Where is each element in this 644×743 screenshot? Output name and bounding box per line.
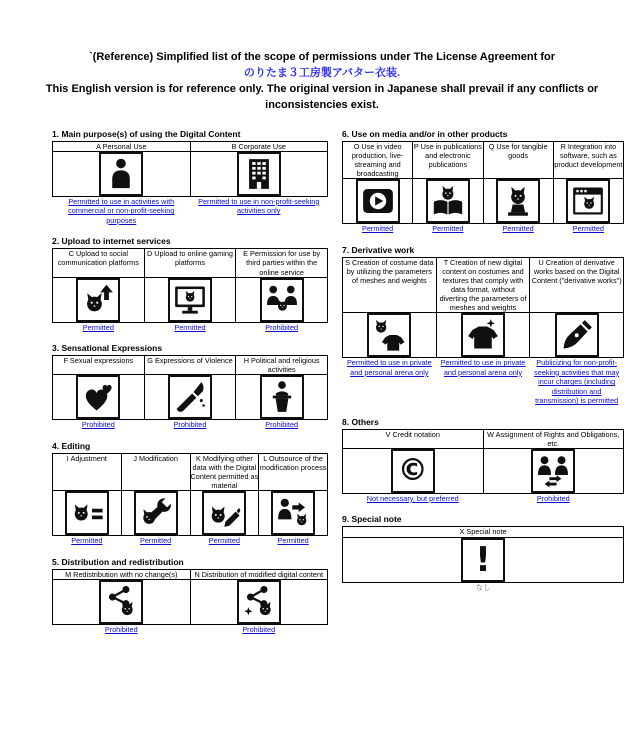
- status-text: Permitted to use in non-profit-seeking activities only: [198, 196, 320, 216]
- icon-cell: [144, 375, 236, 420]
- icon-cell: [413, 179, 483, 224]
- permission-table: [52, 569, 328, 635]
- cell-header: H Political and religious activities: [236, 356, 328, 375]
- costume-texture-icon: [461, 313, 505, 357]
- icon-cell: [343, 313, 437, 358]
- status-text: Prohibited: [104, 624, 138, 634]
- icon-cell: [190, 491, 259, 536]
- permission-table: [52, 141, 328, 226]
- modification-wrench-icon: [134, 491, 178, 535]
- icon-cell: [144, 277, 236, 322]
- status-text: Prohibited: [81, 420, 115, 430]
- icon-cell: [259, 491, 328, 536]
- icon-cell: [53, 375, 145, 420]
- status-text: なし: [475, 582, 491, 592]
- section-heading: 1. Main purpose(s) of using the Digital Content: [52, 128, 241, 139]
- title-line-3: This English version is for reference only. The original version in Japanese shall prevail if any conflicts or inconsistencies exist.: [45, 82, 599, 111]
- status-text: Prohibited: [173, 420, 207, 430]
- cell-header: R Integration into software, such as product development: [553, 141, 623, 178]
- section-heading: 8. Others: [342, 416, 379, 427]
- status-text: Prohibited: [536, 493, 570, 503]
- permission-table: [342, 526, 624, 592]
- title-line-2-japanese: のりたま３工房製アバター衣装.: [243, 66, 401, 79]
- status-text: Permitted to use in activities with commercial or non-profit-seeking purposes: [68, 196, 175, 225]
- cell-header: C Upload to social communication platforms: [53, 249, 145, 277]
- left-column: [52, 126, 328, 643]
- video-play-icon: [356, 179, 400, 223]
- permission-table: [342, 257, 624, 406]
- section-8: [342, 414, 624, 504]
- status-text: Permitted: [208, 536, 240, 546]
- adjustment-icon: [65, 491, 109, 535]
- outsource-icon: [271, 491, 315, 535]
- material-edit-icon: [202, 491, 246, 535]
- section-7: [342, 242, 624, 406]
- cell-header: B Corporate Use: [190, 141, 328, 151]
- knife-icon: [168, 375, 212, 419]
- status-text: Prohibited: [265, 420, 299, 430]
- person-icon: [99, 152, 143, 196]
- cell-header: I Adjustment: [53, 453, 122, 490]
- gaming-upload-icon: [168, 278, 212, 322]
- cell-header: E Permission for use by third parties within the online service: [236, 249, 328, 277]
- section-6: [342, 126, 624, 234]
- publication-book-icon: [426, 179, 470, 223]
- icon-cell: [53, 579, 191, 624]
- icon-cell: [436, 313, 530, 358]
- status-text: Permitted to use in private and personal arena only: [440, 358, 526, 377]
- corporate-building-icon: [237, 152, 281, 196]
- status-text: Not necessary, but preferred: [366, 493, 459, 503]
- status-text: Permitted: [82, 322, 114, 332]
- copyright-icon: ©: [391, 449, 435, 493]
- content-columns: [52, 126, 626, 643]
- right-column: [342, 126, 624, 600]
- rights-assignment-icon: [531, 449, 575, 493]
- modified-distribution-icon: [237, 580, 281, 624]
- third-party-use-icon: [260, 278, 304, 322]
- section-5: [52, 554, 328, 635]
- status-text: Prohibited: [265, 322, 299, 332]
- cell-header: U Creation of derivative works based on the Digital Content ("derivative works"): [530, 257, 624, 313]
- cell-header: P Use in publications and electronic publications: [413, 141, 483, 178]
- cell-header: T Creation of new digital content on costumes and textures that comply with data format, without diverting the parameters of meshes and weights: [436, 257, 530, 313]
- permission-table: [52, 248, 328, 332]
- section-heading: 2. Upload to internet services: [52, 236, 171, 247]
- icon-cell: [343, 537, 624, 582]
- costume-data-icon: [367, 313, 411, 357]
- cell-header: N Distribution of modified digital content: [190, 569, 328, 579]
- status-text: Prohibited: [242, 624, 276, 634]
- cell-header: G Expressions of Violence: [144, 356, 236, 375]
- icon-cell: [343, 179, 413, 224]
- permission-table: [52, 355, 328, 430]
- section-heading: 7. Derivative work: [342, 244, 415, 255]
- section-heading: 4. Editing: [52, 440, 91, 451]
- icon-cell: [236, 277, 328, 322]
- icon-cell: [53, 491, 122, 536]
- document-title: [28, 0, 616, 114]
- status-text: Permitted: [277, 536, 309, 546]
- status-text: Permitted: [71, 536, 103, 546]
- section-heading: 9. Special note: [342, 514, 402, 525]
- cell-header: Q Use for tangible goods: [483, 141, 553, 178]
- cell-header: X Special note: [343, 527, 624, 537]
- social-upload-icon: [76, 278, 120, 322]
- status-text: Permitted: [432, 224, 464, 234]
- section-3: [52, 340, 328, 430]
- exclamation-icon: !: [461, 538, 505, 582]
- cell-header: K Modifying other data with the Digital Content permitted as material: [190, 453, 259, 491]
- status-text: Publicizing for non-profit-seeking activities that may incur charges (including distribution and transmission) is permitted: [534, 358, 620, 406]
- cell-header: A Personal Use: [53, 141, 191, 151]
- cell-header: W Assignment of Rights and Obligations, etc.: [483, 429, 624, 448]
- status-text: Permitted: [174, 322, 206, 332]
- status-text: Permitted to use in private and personal arena only: [346, 358, 432, 377]
- cell-header: V Credit notation: [343, 429, 484, 448]
- cell-header: J Modification: [121, 453, 190, 490]
- icon-cell: [190, 579, 328, 624]
- section-heading: 5. Distribution and redistribution: [52, 556, 184, 567]
- section-1: [52, 126, 328, 226]
- cell-header: D Upload to online gaming platforms: [144, 249, 236, 277]
- icon-cell: [483, 179, 553, 224]
- status-text: Permitted: [362, 224, 394, 234]
- permission-table: [342, 429, 624, 504]
- icon-cell: [190, 151, 328, 196]
- permission-table: [342, 141, 624, 234]
- redistribution-share-icon: [99, 580, 143, 624]
- heart-icon: [76, 375, 120, 419]
- section-2: [52, 233, 328, 332]
- icon-cell: [553, 179, 623, 224]
- icon-cell: [483, 448, 624, 493]
- tangible-goods-icon: [496, 179, 540, 223]
- icon-cell: [53, 277, 145, 322]
- cell-header: F Sexual expressions: [53, 356, 145, 375]
- status-text: Permitted: [502, 224, 534, 234]
- cell-header: L Outsource of the modification process: [259, 453, 328, 490]
- cell-header: S Creation of costume data by utilizing the parameters of meshes and weights: [343, 257, 437, 313]
- derivative-pen-icon: [555, 313, 599, 357]
- section-heading: 6. Use on media and/or in other products: [342, 128, 508, 139]
- icon-cell: [343, 448, 484, 493]
- permission-table: [52, 453, 328, 546]
- icon-cell: [53, 151, 191, 196]
- icon-cell: [530, 313, 624, 358]
- icon-cell: [236, 375, 328, 420]
- software-window-icon: [566, 179, 610, 223]
- section-9: [342, 511, 624, 592]
- podium-speaker-icon: [260, 375, 304, 419]
- section-4: [52, 438, 328, 546]
- section-heading: 3. Sensational Expressions: [52, 343, 163, 354]
- cell-header: M Redistribution with no change(s): [53, 569, 191, 579]
- status-text: Permitted: [140, 536, 172, 546]
- status-text: Permitted: [572, 224, 604, 234]
- title-line-1: `(Reference) Simplified list of the scope of permissions under The License Agreement for: [89, 51, 555, 63]
- cell-header: O Use in video production, live-streaming and broadcasting: [343, 141, 413, 178]
- icon-cell: [121, 491, 190, 536]
